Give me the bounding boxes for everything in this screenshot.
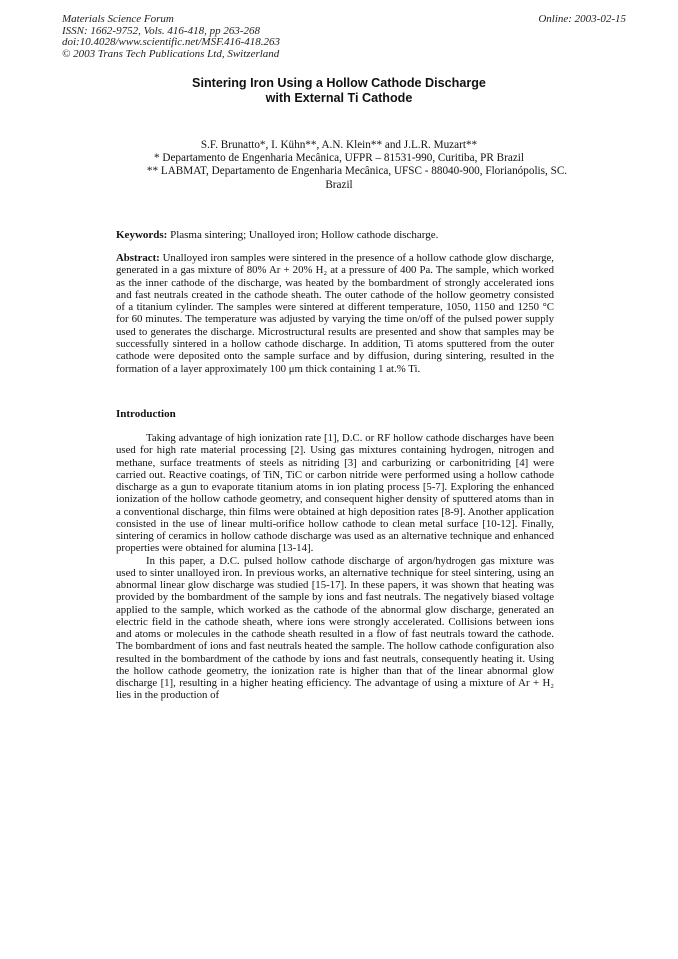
affiliation-2-country: Brazil <box>325 178 353 191</box>
title-line-1: Sintering Iron Using a Hollow Cathode Discharge <box>192 76 486 90</box>
introduction-body <box>116 432 554 702</box>
abstract-text: Unalloyed iron samples were sintered in the presence of a hollow cathode glow discharge, generated in a gas mixture of 80% Ar + 20% H₂ at a pressure of 400 Pa. The sample, which worked as the inner cathode of the discharge, was heated by the bombardment of strongly accelerated ions and fast neutrals created in the cathode sheath. The outer cathode of the hollow geometry consisted of a titanium cylinder. The samples were sintered at different temperature, 1050, 1150 and 1250 °C for 60 minutes. The temperature was adjusted by varying the time on/off of the pulsed power supply used to generates the discharge. Microstructural results are presented and show that samples may be successfully sintered in a hollow cathode discharge. In addition, Ti atoms sputtered from the outer cathode were deposited onto the sample surface and by diffusion, during sintering, resulted in the formation of a layer approximately 100 μm thick containing 1 at.% Ti. <box>116 252 554 375</box>
abstract-label: Abstract: <box>116 252 160 264</box>
journal-name: Materials Science Forum <box>62 13 174 25</box>
affiliation-1: * Departamento de Engenharia Mecânica, UFPR – 81531-990, Curitiba, PR Brazil <box>153 152 525 165</box>
author-block <box>0 139 678 192</box>
paper-title <box>0 76 678 106</box>
intro-paragraph-1: Taking advantage of high ionization rate [1], D.C. or RF hollow cathode discharges have been used for high rate material processing [2]. Using gas mixtures containing hydrogen, nitrogen and methane, surface treatments of steels as nitriding [3] and carburizing or carbonitriding [4] were carried out. Reactive coatings, of TiN, TiC or carbon nitride were performed using a hollow cathode discharge as a gun to evaporate titanium atoms in ion plating process [5-7]. Exploring the enhanced ionization of the hollow cathode geometry, and consequent higher density of sputtered atoms than in a conventional discharge, thin films were obtained at high deposition rates [8-9]. Another application consisted in the use of linear multi-orifice hollow cathode to clean metal surface [10-12]. Finally, sintering of ceramics in hollow cathode discharge was used as an alternative technique and enhanced properties were obtained for alumina [13-14]. <box>116 432 554 555</box>
intro-paragraph-2: In this paper, a D.C. pulsed hollow cathode discharge of argon/hydrogen gas mixture was used to sinter unalloyed iron. In previous works, an alternative technique for steel sintering, using an abnormal linear glow discharge was studied [15-17]. In these papers, it was shown that heating was provided by the bombardment of the sample by ions and fast neutrals. The negatively biased voltage applied to the sample, which worked as the cathode of the abnormal glow discharge, generated an electric field in the cathode sheath, where ions were strongly accelerated. Collisions between ions and atoms or molecules in the cathode sheath resulted in a flow of fast neutrals toward the cathode. The bombardment of ions and fast neutrals heated the sample. The hollow cathode configuration also resulted in the bombardment of the cathode by ions and fast neutrals, consequently heating it. Using the hollow cathode geometry, the ionization rate is higher than that of the linear abnormal glow discharge [1], resulting in a higher heating efficiency. The advantage of using a mixture of Ar + H₂ lies in the production of <box>116 554 554 702</box>
title-line-2: with External Ti Cathode <box>265 91 413 105</box>
author-names: S.F. Brunatto*, I. Kühn**, A.N. Klein** and J.L.R. Muzart** <box>200 139 478 151</box>
keywords <box>116 229 438 241</box>
journal-header <box>62 14 280 60</box>
issn-line: ISSN: 1662-9752, Vols. 416-418, pp 263-268 <box>62 24 260 37</box>
doi-line: doi:10.4028/www.scientific.net/MSF.416-418.263 <box>62 36 281 48</box>
section-heading-introduction: Introduction <box>116 408 176 420</box>
online-date: Online: 2003-02-15 <box>538 13 626 25</box>
affiliation-2: ** LABMAT, Departamento de Engenharia Mecânica, UFSC - 88040-900, Florianópolis, SC. <box>146 165 568 178</box>
keywords-text: Plasma sintering; Unalloyed iron; Hollow cathode discharge. <box>167 229 439 241</box>
abstract <box>116 252 554 375</box>
keywords-label: Keywords: <box>116 229 168 241</box>
copyright-line: © 2003 Trans Tech Publications Ltd, Switzerland <box>62 47 280 60</box>
